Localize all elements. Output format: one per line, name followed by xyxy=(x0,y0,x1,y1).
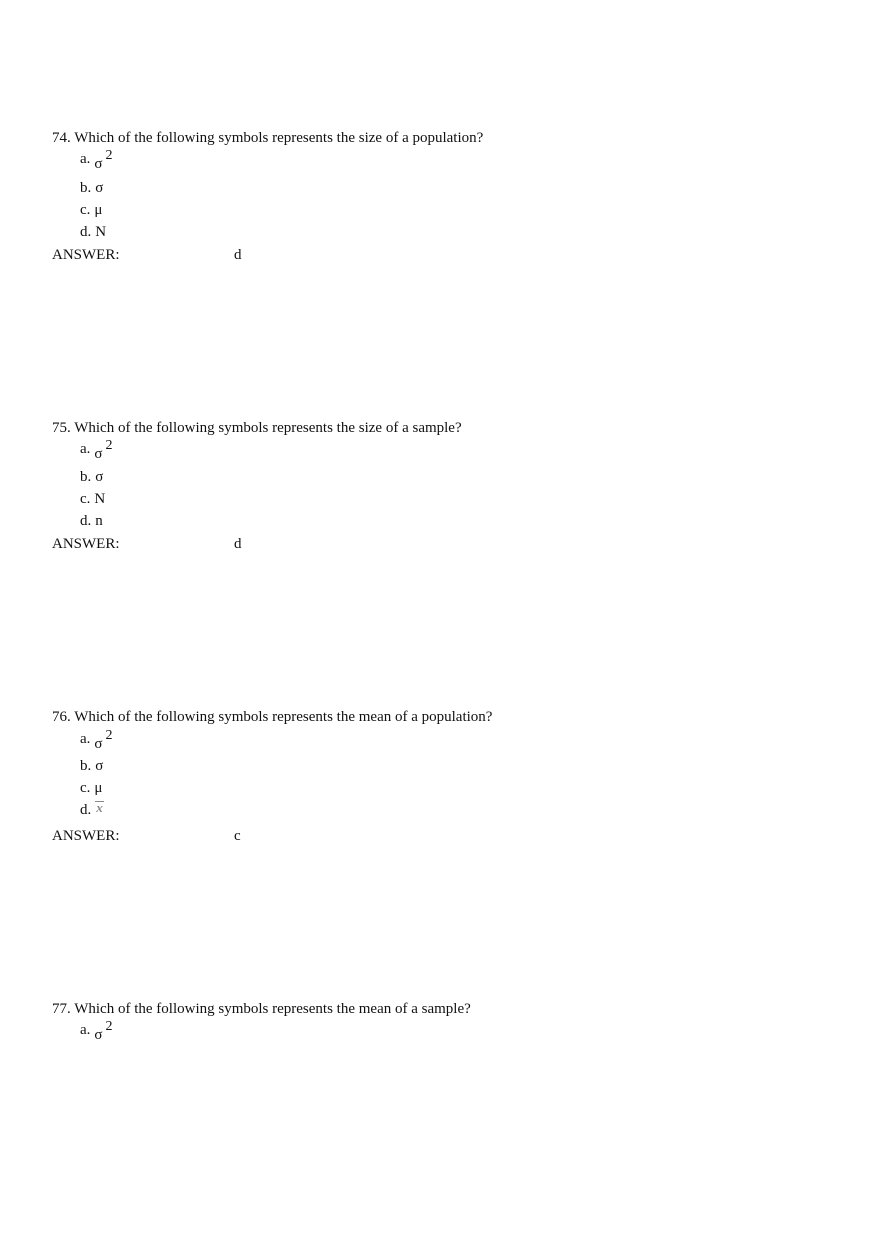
question-text: 76. Which of the following symbols represents the mean of a population? xyxy=(52,709,493,725)
question-77 xyxy=(52,1000,852,1060)
question-text: 77. Which of the following symbols represents the mean of a sample? xyxy=(52,1001,471,1017)
option-b: b. σ xyxy=(80,758,104,774)
n-lower-symbol: n xyxy=(95,513,103,529)
mu-symbol: μ xyxy=(94,202,103,218)
answer-value: d xyxy=(234,247,242,263)
answer-label: ANSWER: xyxy=(52,828,120,844)
sigma-squared-symbol: σ2 xyxy=(94,148,113,172)
option-c: c. N xyxy=(80,491,106,507)
sigma-squared-symbol: σ2 xyxy=(94,438,113,462)
option-c: c. μ xyxy=(80,780,103,796)
n-upper-symbol: N xyxy=(95,224,107,240)
answer-value: d xyxy=(234,536,242,552)
option-a: a. σ2 xyxy=(80,438,113,462)
question-text: 74. Which of the following symbols represents the size of a population? xyxy=(52,130,484,146)
option-b: b. σ xyxy=(80,469,104,485)
option-a: a. σ2 xyxy=(80,728,113,752)
sigma-symbol: σ xyxy=(95,180,104,196)
question-76 xyxy=(52,708,852,848)
answer-label: ANSWER: xyxy=(52,247,120,263)
option-c: c. μ xyxy=(80,202,103,218)
answer-value: c xyxy=(234,828,241,844)
question-74 xyxy=(52,129,852,269)
sigma-symbol: σ xyxy=(95,469,104,485)
x-bar-symbol: x xyxy=(96,800,103,815)
answer-label: ANSWER: xyxy=(52,536,120,552)
question-text: 75. Which of the following symbols represents the size of a sample? xyxy=(52,420,462,436)
sigma-squared-symbol: σ2 xyxy=(94,1019,113,1043)
option-a: a. σ2 xyxy=(80,1019,113,1043)
option-d: d. N xyxy=(80,224,107,240)
sigma-symbol: σ xyxy=(95,758,104,774)
option-d: d. n xyxy=(80,513,103,529)
sigma-squared-symbol: σ2 xyxy=(94,728,113,752)
mu-symbol: μ xyxy=(94,780,103,796)
question-75 xyxy=(52,419,852,559)
n-upper-symbol: N xyxy=(94,491,106,507)
option-a: a. σ2 xyxy=(80,148,113,172)
option-d: d. x xyxy=(80,800,103,818)
option-b: b. σ xyxy=(80,180,104,196)
